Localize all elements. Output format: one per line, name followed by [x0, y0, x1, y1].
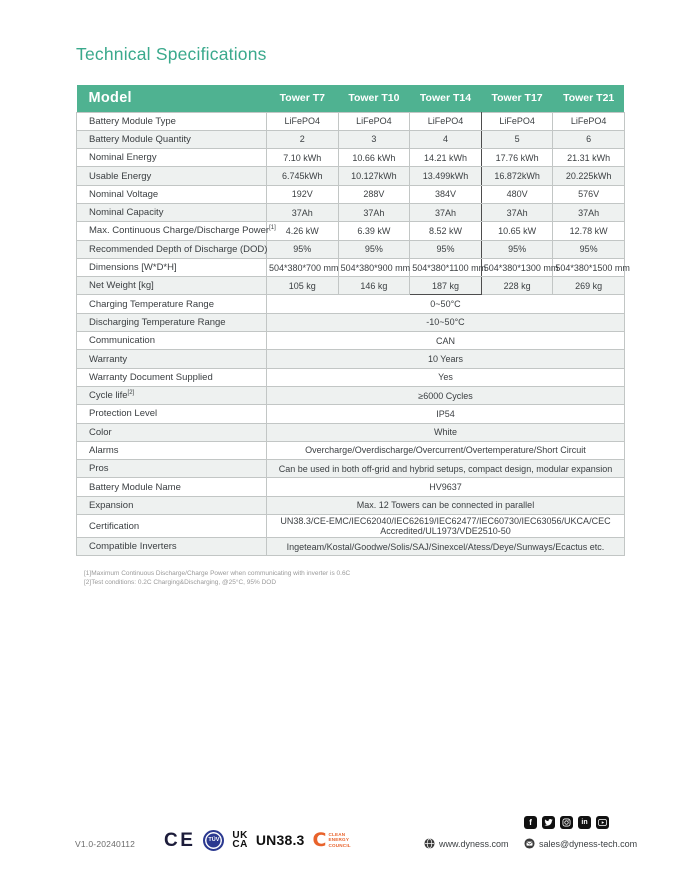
spec-label: Pros: [77, 460, 267, 478]
spec-merged-value: Yes: [267, 368, 625, 386]
spec-value: 21.31 kWh: [553, 149, 625, 167]
spec-value: 37Ah: [267, 203, 339, 221]
social-icons: [524, 816, 609, 829]
spec-merged-value: Can be used in both off-grid and hybrid setups, compact design, modular expansion: [267, 460, 625, 478]
spec-label: Max. Continuous Charge/Discharge Power[1]: [77, 222, 267, 240]
spec-merged-value: Max. 12 Towers can be connected in parallel: [267, 496, 625, 514]
spec-row: [77, 149, 625, 167]
spec-merged-value: Ingeteam/Kostal/Goodwe/Solis/SAJ/Sinexcel/Atess/Deye/Sunways/Ecactus etc.: [267, 538, 625, 556]
spec-value: 14.21 kWh: [410, 149, 482, 167]
spec-value: 146 kg: [338, 277, 410, 295]
spec-row: [77, 350, 625, 368]
footnote-2: [2]Test conditions: 0.2C Charging&Discharging, @25°C, 95% DOD: [84, 578, 277, 586]
spec-label: Battery Module Name: [77, 478, 267, 496]
spec-value: 37Ah: [410, 203, 482, 221]
spec-label: Compatible Inverters: [77, 538, 267, 556]
column-header-tower-t17: Tower T17: [481, 85, 553, 112]
spec-row: [77, 313, 625, 331]
spec-row: [77, 277, 625, 295]
spec-value: 95%: [553, 240, 625, 258]
spec-row: [77, 386, 625, 404]
spec-value: 384V: [410, 185, 482, 203]
spec-merged-value: Overcharge/Overdischarge/Overcurrent/Overtemperature/Short Circuit: [267, 441, 625, 459]
spec-row: [77, 538, 625, 556]
spec-merged-value: UN38.3/CE-EMC/IEC62040/IEC62619/IEC62477/IEC60730/IEC63056/UKCA/CEC Accredited/UL1973/VDE2510-50: [267, 515, 625, 538]
spec-row: [77, 112, 625, 130]
spec-merged-value: 0~50°C: [267, 295, 625, 313]
spec-value: 6: [553, 130, 625, 148]
spec-value: 6.745kWh: [267, 167, 339, 185]
spec-value: 228 kg: [481, 277, 553, 295]
version-label: V1.0-20240112: [75, 839, 136, 849]
spec-value: 192V: [267, 185, 339, 203]
spec-row: [77, 460, 625, 478]
spec-value: 3: [338, 130, 410, 148]
clean-energy-council-logo: [313, 831, 351, 849]
facebook-icon[interactable]: f: [524, 816, 537, 829]
spec-row: [77, 332, 625, 350]
website-text: www.dyness.com: [439, 838, 509, 849]
spec-label: Battery Module Type: [77, 112, 267, 130]
spec-label: Recommended Depth of Discharge (DOD): [77, 240, 267, 258]
spec-row: [77, 368, 625, 386]
spec-value: 20.225kWh: [553, 167, 625, 185]
spec-label: Alarms: [77, 441, 267, 459]
spec-label: Cycle life[2]: [77, 386, 267, 404]
spec-label: Dimensions [W*D*H]: [77, 258, 267, 276]
spec-value: 37Ah: [553, 203, 625, 221]
ukca-logo: [232, 831, 247, 849]
spec-row: [77, 203, 625, 221]
spec-row: [77, 441, 625, 459]
spec-value: 504*380*900 mm: [338, 258, 410, 276]
spec-value: 7.10 kWh: [267, 149, 339, 167]
footnotes: [84, 570, 350, 587]
globe-icon: [424, 838, 435, 849]
cec-c-glyph: C: [312, 829, 327, 851]
certification-logos: [164, 827, 351, 853]
spec-label: Warranty Document Supplied: [77, 368, 267, 386]
spec-row: [77, 240, 625, 258]
spec-merged-value: IP54: [267, 405, 625, 423]
model-header-cell: Model: [77, 85, 267, 112]
spec-value: 10.66 kWh: [338, 149, 410, 167]
spec-merged-value: HV9637: [267, 478, 625, 496]
spec-value: LiFePO4: [267, 112, 339, 130]
column-header-tower-t10: Tower T10: [338, 85, 410, 112]
spec-value: 17.76 kWh: [481, 149, 553, 167]
un383-logo: UN38.3: [255, 832, 305, 848]
youtube-icon[interactable]: [596, 816, 609, 829]
spec-value: 10.65 kW: [481, 222, 553, 240]
spec-row: [77, 167, 625, 185]
spec-label: Nominal Capacity: [77, 203, 267, 221]
table-header-row: [77, 85, 625, 112]
spec-value: 576V: [553, 185, 625, 203]
spec-value: 37Ah: [338, 203, 410, 221]
spec-row: [77, 185, 625, 203]
spec-row: [77, 258, 625, 276]
spec-value: 288V: [338, 185, 410, 203]
spec-label: Net Weight [kg]: [77, 277, 267, 295]
spec-value: 95%: [338, 240, 410, 258]
column-header-tower-t14: Tower T14: [410, 85, 482, 112]
spec-row: [77, 423, 625, 441]
spec-value: 504*380*700 mm: [267, 258, 339, 276]
spec-value: 8.52 kW: [410, 222, 482, 240]
spec-value: 5: [481, 130, 553, 148]
spec-value: LiFePO4: [481, 112, 553, 130]
email-text: sales@dyness-tech.com: [539, 838, 638, 849]
spec-value: 269 kg: [553, 277, 625, 295]
spec-value: 13.499kWh: [410, 167, 482, 185]
spec-merged-value: CAN: [267, 332, 625, 350]
spec-value: 37Ah: [481, 203, 553, 221]
spec-value: LiFePO4: [410, 112, 482, 130]
spec-row: [77, 515, 625, 538]
spec-value: 504*380*1100 mm: [410, 258, 482, 276]
ukca-top-text: UK: [232, 830, 248, 841]
twitter-icon[interactable]: [542, 816, 555, 829]
footnote-1: [1]Maximum Continuous Discharge/Charge Power when communicating with inverter is 0.6C: [84, 570, 351, 577]
email-icon: [524, 838, 535, 849]
spec-merged-value: White: [267, 423, 625, 441]
spec-row: [77, 478, 625, 496]
spec-value: 187 kg: [410, 277, 482, 295]
spec-value: 504*380*1300 mm: [481, 258, 553, 276]
spec-value: 504*380*1500 mm: [553, 258, 625, 276]
spec-label: Expansion: [77, 496, 267, 514]
column-header-tower-t21: Tower T21: [553, 85, 625, 112]
spec-label: Protection Level: [77, 405, 267, 423]
spec-row: [77, 295, 625, 313]
spec-table: [76, 85, 630, 556]
spec-label: Usable Energy: [77, 167, 267, 185]
ce-mark-logo: CE: [164, 829, 196, 851]
spec-label: Nominal Energy: [77, 149, 267, 167]
spec-value: 4: [410, 130, 482, 148]
spec-value: LiFePO4: [553, 112, 625, 130]
spec-label: Communication: [77, 332, 267, 350]
spec-merged-value: ≥6000 Cycles: [267, 386, 625, 404]
cec-text: CLEAN ENERGY COUNCIL: [328, 832, 351, 848]
spec-value: LiFePO4: [338, 112, 410, 130]
spec-row: [77, 130, 625, 148]
page-title: Technical Specifications: [76, 44, 267, 64]
spec-value: 95%: [481, 240, 553, 258]
spec-row: [77, 222, 625, 240]
spec-value: 105 kg: [267, 277, 339, 295]
spec-merged-value: 10 Years: [267, 350, 625, 368]
website-link[interactable]: [424, 838, 509, 849]
ukca-bottom-text: CA: [232, 839, 248, 850]
spec-value: 6.39 kW: [338, 222, 410, 240]
spec-value: 10.127kWh: [338, 167, 410, 185]
spec-label: Nominal Voltage: [77, 185, 267, 203]
email-link[interactable]: [524, 838, 637, 849]
spec-label: Certification: [77, 515, 267, 538]
spec-label: Warranty: [77, 350, 267, 368]
spec-label: Color: [77, 423, 267, 441]
spec-value: 16.872kWh: [481, 167, 553, 185]
spec-value: 2: [267, 130, 339, 148]
spec-row: [77, 405, 625, 423]
column-header-tower-t7: Tower T7: [267, 85, 339, 112]
spec-label: Charging Temperature Range: [77, 295, 267, 313]
spec-label: Battery Module Quantity: [77, 130, 267, 148]
linkedin-icon[interactable]: in: [578, 816, 591, 829]
tuv-logo: TÜV: [203, 830, 224, 851]
spec-label: Discharging Temperature Range: [77, 313, 267, 331]
spec-value: 95%: [410, 240, 482, 258]
spec-merged-value: -10~50°C: [267, 313, 625, 331]
spec-value: 4.26 kW: [267, 222, 339, 240]
spec-row: [77, 496, 625, 514]
spec-value: 95%: [267, 240, 339, 258]
spec-value: 12.78 kW: [553, 222, 625, 240]
spec-table-wrap: [76, 85, 630, 556]
instagram-icon[interactable]: [560, 816, 573, 829]
spec-value: 480V: [481, 185, 553, 203]
